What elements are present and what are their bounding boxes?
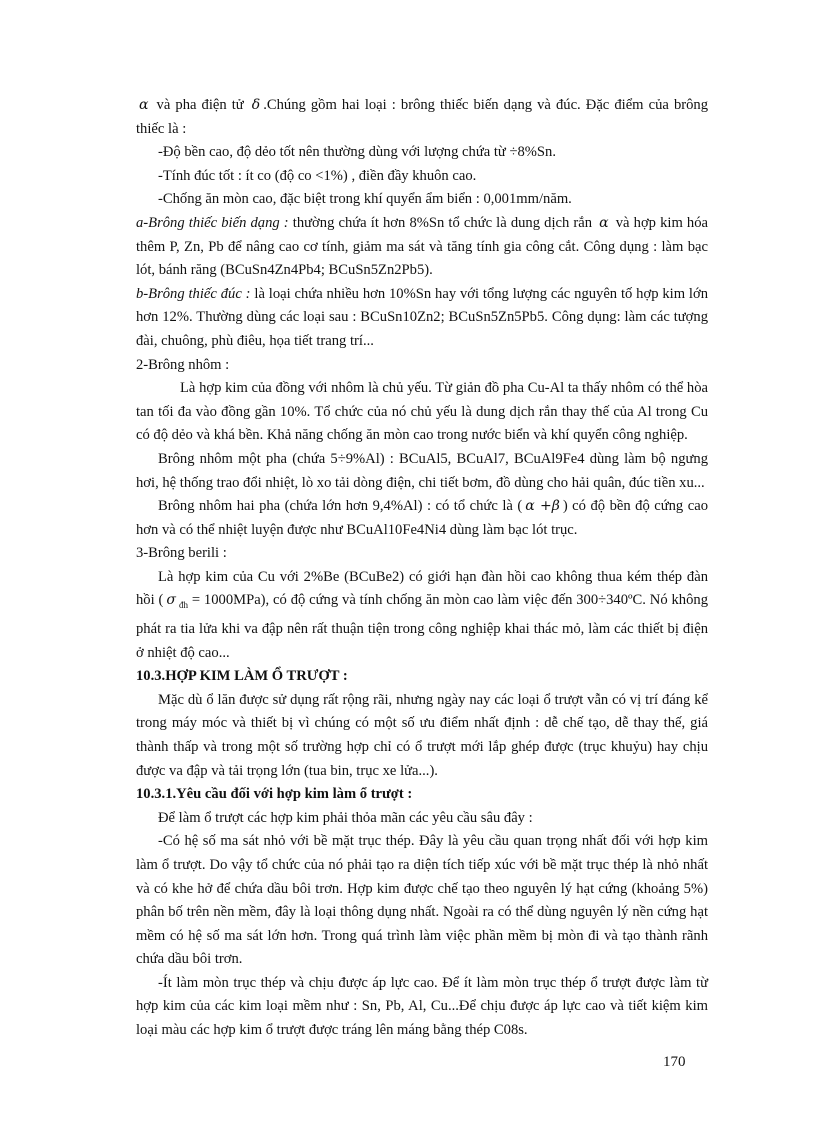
paragraph-low-wear: -Ít làm mòn trục thép và chịu được áp lực cao. Để ít làm mòn trục thép ổ trượt được làm từ hợp kim của các kim loại mềm như : Sn, Pb, Al, Cu...Để chịu được áp lực cao và tiết kiệm kim loại màu các hợp kim ổ trượt được tráng lên máng bằng thép C08s. — [136, 974, 708, 1039]
paragraph-bronze-intro: α và pha điện tử δ .Chúng gồm hai loại : brông thiếc biến dạng và đúc. Đặc điểm của brông thiếc là : — [136, 97, 708, 137]
sigma-subscript: đh — [178, 600, 188, 611]
delta-symbol: δ — [251, 97, 261, 113]
subheading-wrought: a-Brông thiếc biến dạng : — [136, 214, 289, 231]
alpha-beta-symbol: α +β — [525, 498, 560, 515]
heading-beryllium-bronze: 3-Brông berili : — [136, 545, 227, 562]
paragraph-wrought-tin-bronze: a-Brông thiếc biến dạng : thường chứa ít hơn 8%Sn tổ chức là dung dịch rắn α và hợp kim hóa thêm P, Zn, Pb để nâng cao cơ tính, giảm ma sát và tăng tính gia công cắt. Công dụng : làm bạc lót, bánh răng (BCuSn4Zn4Pb4; BCuSn5Zn2Pb5). — [136, 214, 708, 279]
bullet-castability: -Tính đúc tốt : ít co (độ co <1%) , điền đầy khuôn cao. — [158, 167, 477, 184]
paragraph-requirements-intro: Để làm ổ trượt các hợp kim phải thỏa mãn các yêu cầu sâu đây : — [158, 809, 533, 826]
section-heading-bearing-alloys: 10.3.HỢP KIM LÀM Ổ TRƯỢT : — [136, 668, 348, 685]
alpha-symbol: α — [599, 214, 609, 231]
paragraph-bearings-intro: Mặc dù ổ lăn được sử dụng rất rộng rãi, nhưng ngày nay các loại ổ trượt vẫn có vị trí đáng kể trong máy móc và thiết bị vì chúng có một số ưu điểm nhất định : dễ chế tạo, dễ thay thế, giá thành thấp và trong một số trường hợp chỉ có ổ trượt mới lắp ghép được (trục khuỷu) hay chịu được va đập và tải trọng lớn (tua bin, trục xe lửa...). — [136, 691, 708, 779]
paragraph-two-phase: Brông nhôm hai pha (chứa lớn hơn 9,4%Al) : có tổ chức là ( α +β ) có độ bền độ cứng cao hơn và có thể nhiệt luyện được như BCuAl10Fe4Ni4 dùng làm bạc lót trục. — [136, 498, 708, 538]
bullet-strength: -Độ bền cao, độ dẻo tốt nên thường dùng với lượng chứa từ ÷8%Sn. — [158, 144, 556, 161]
heading-aluminum-bronze: 2-Brông nhôm : — [136, 356, 230, 373]
paragraph-low-friction: -Có hệ số ma sát nhỏ với bề mặt trục thép. Đây là yêu cầu quan trọng nhất đối với hợp kim làm ổ trượt. Do vậy tổ chức của nó phải tạo ra diện tích tiếp xúc với bề mặt trục thép là nhỏ nhất và có khe hở để chứa dầu bôi trơn. Hợp kim được chế tạo theo nguyên lý hạt cứng (khoảng 5%) phân bố trên nền mềm, đây là loại thông dụng nhất. Ngoài ra có thể dùng nguyên lý nền cứng hạt mềm có hệ số ma sát lớn hơn. Trong quá trình làm việc phần mềm bị mòn đi và tạo thành rãnh chứa dầu bôi trơn. — [136, 833, 708, 968]
paragraph-single-phase: Brông nhôm một pha (chứa 5÷9%Al) : BCuAl5, BCuAl7, BCuAl9Fe4 dùng làm bộ ngưng hơi, hệ thống trao đổi nhiệt, lò xo tải dòng điện, chi tiết bơm, đồ dùng cho hải quân, đúc tiền xu... — [136, 450, 708, 491]
document-body — [136, 94, 708, 1043]
bullet-corrosion: -Chống ăn mòn cao, đặc biệt trong khí quyển ẩm biển : 0,001mm/năm. — [158, 191, 572, 208]
page-number: 170 — [663, 1054, 686, 1070]
subsection-heading-requirements: 10.3.1.Yêu cầu đối với hợp kim làm ổ trượt : — [136, 786, 413, 803]
subheading-cast: b-Brông thiếc đúc : — [136, 285, 251, 302]
paragraph-beryllium-bronze: Là hợp kim của Cu với 2%Be (BCuBe2) có giới hạn đàn hồi cao không thua kém thép đàn hồi ( σ $_{đh}$ = 1000MPa), có độ cứng và tính chống ăn mòn cao làm việc đến 300÷340ºC. Nó không phát ra tia lửa khi va đập nên rất thuận tiện trong công nghiệp khai thác mỏ, làm các thiết bị điện ở nhiệt độ cao... — [136, 568, 708, 661]
alpha-symbol: α — [139, 97, 149, 113]
paragraph-aluminum-bronze: Là hợp kim của đồng với nhôm là chủ yếu. Từ giản đồ pha Cu-Al ta thấy nhôm có thể hòa tan tối đa vào đồng gần 10%. Tổ chức của nó chủ yếu là dung dịch rắn thay thế của Al trong Cu có độ dẻo và khá bền. Khả năng chống ăn mòn cao trong nước biển và khí quyển công nghiệp. — [136, 380, 708, 444]
paragraph-cast-tin-bronze: b-Brông thiếc đúc : là loại chứa nhiều hơn 10%Sn hay với tổng lượng các nguyên tố hợp kim lớn hơn 12%. Thường dùng các loại sau : BCuSn10Zn2; BCuSn5Zn5Pb5. Công dụng: làm các tượng đài, chuông, phù điêu, họa tiết trang trí... — [136, 285, 708, 349]
sigma-symbol: σ — [166, 592, 176, 609]
